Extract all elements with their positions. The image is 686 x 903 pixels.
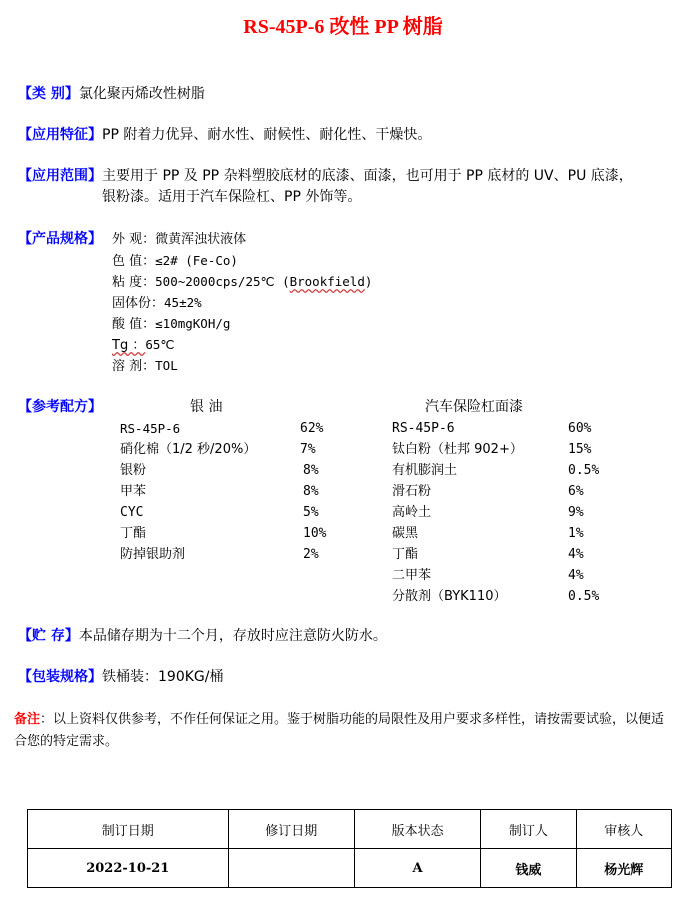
value-cell: A <box>354 849 480 888</box>
formula-right-pct: 1% <box>568 526 584 541</box>
formula-right-title: 汽车保险杠面漆 <box>425 399 523 415</box>
scope-row <box>18 166 633 187</box>
note-text: ：以上资料仅供参考，不作任何保证之用。鉴于树脂功能的局限性及用户要求多样性，请按需要试验，以便适合您的特定需求。 <box>14 712 665 749</box>
formula-right-item: 高岭土 <box>392 505 432 520</box>
formula-right-item: 钛白粉（杜邦 902+） <box>392 442 523 457</box>
formula-left-pct: 10% <box>303 526 327 541</box>
formula-left-item: CYC <box>120 505 144 520</box>
spec-item: 酸 值：≤10mgKOH/g <box>112 316 231 332</box>
category-row <box>18 84 205 105</box>
value-cell: 2022-10-21 <box>28 849 229 888</box>
formula-right-item: 分散剂（BYK110） <box>392 589 507 604</box>
category-label: 【类 别】 <box>18 86 79 102</box>
category-value: 氯化聚丙烯改性树脂 <box>78 86 205 102</box>
formula-left-pct: 8% <box>303 484 319 499</box>
note-label: 备注 <box>14 712 41 727</box>
features-value: PP 附着力优异、耐水性、耐候性、耐化性、干燥快。 <box>102 127 432 143</box>
formula-label-row <box>18 397 102 418</box>
formula-left-title: 银 油 <box>190 399 223 415</box>
formula-right-pct: 4% <box>568 568 584 583</box>
spec-item: 溶 剂：TOL <box>112 358 178 374</box>
header-cell: 制订日期 <box>28 810 229 849</box>
formula-right-item: 丁酯 <box>392 547 419 562</box>
spec-item: 粘 度：500~2000cps/25℃ (Brookfield) <box>112 274 373 290</box>
header-cell: 制订人 <box>481 810 576 849</box>
formula-left-item: 银粉 <box>120 463 147 478</box>
features-row <box>18 125 431 146</box>
packaging-label: 【包装规格】 <box>18 669 102 685</box>
specs-label-row <box>18 229 102 250</box>
storage-label: 【贮 存】 <box>18 628 79 644</box>
value-cell: 杨光辉 <box>576 849 671 888</box>
document-title: RS-45P-6 改性 PP 树脂 <box>243 16 443 38</box>
scope-label: 【应用范围】 <box>18 168 102 184</box>
formula-right-pct: 6% <box>568 484 584 499</box>
revision-header-row <box>28 810 672 849</box>
formula-left-pct: 62% <box>300 421 324 436</box>
revision-value-row <box>28 849 672 888</box>
storage-row <box>18 626 387 647</box>
packaging-value: 铁桶装：190KG/桶 <box>102 669 224 685</box>
formula-right-item: RS-45P-6 <box>392 421 455 436</box>
formula-right-pct: 0.5% <box>568 463 600 478</box>
formula-right-item: 有机膨润土 <box>392 463 458 478</box>
spec-item: 色 值：≤2# (Fe-Co) <box>112 253 238 269</box>
packaging-row <box>18 667 223 688</box>
spec-item: Tg ：65℃ <box>112 337 175 353</box>
scope-line1: 主要用于 PP 及 PP 杂料塑胶底材的底漆、面漆，也可用于 PP 底材的 UV、PU 底漆， <box>102 168 633 184</box>
spec-item: 外 观：微黄浑浊状液体 <box>112 232 247 247</box>
scope-line2: 银粉漆。适用于汽车保险杠、PP 外饰等。 <box>102 189 362 205</box>
value-cell: 钱威 <box>481 849 576 888</box>
formula-left-item: 甲苯 <box>120 484 147 499</box>
formula-left-item: 丁酯 <box>120 526 147 541</box>
formula-left-item: RS-45P-6 <box>120 421 181 436</box>
specs-label: 【产品规格】 <box>18 231 102 247</box>
revision-table <box>27 809 672 888</box>
formula-right-pct: 0.5% <box>568 589 600 604</box>
formula-right-item: 二甲苯 <box>392 568 432 583</box>
formula-left-item: 硝化棉（1/2 秒/20%） <box>120 442 257 457</box>
formula-left-pct: 7% <box>300 442 316 457</box>
spec-item: 固体份：45±2% <box>112 295 202 311</box>
features-label: 【应用特征】 <box>18 127 102 143</box>
formula-right-item: 滑石粉 <box>392 484 432 499</box>
formula-right-pct: 4% <box>568 547 584 562</box>
note-paragraph <box>14 709 674 753</box>
formula-right-pct: 15% <box>568 442 592 457</box>
formula-left-pct: 5% <box>303 505 319 520</box>
formula-left-pct: 8% <box>303 463 319 478</box>
formula-label: 【参考配方】 <box>18 399 102 415</box>
formula-right-pct: 60% <box>568 421 592 436</box>
formula-left-pct: 2% <box>303 547 319 562</box>
header-cell: 修订日期 <box>228 810 354 849</box>
header-cell: 审核人 <box>576 810 671 849</box>
formula-right-item: 碳黑 <box>392 526 419 541</box>
formula-left-item: 防掉银助剂 <box>120 547 186 562</box>
value-cell <box>228 849 354 888</box>
storage-value: 本品储存期为十二个月，存放时应注意防火防水。 <box>78 628 387 644</box>
header-cell: 版本状态 <box>354 810 480 849</box>
formula-right-pct: 9% <box>568 505 584 520</box>
